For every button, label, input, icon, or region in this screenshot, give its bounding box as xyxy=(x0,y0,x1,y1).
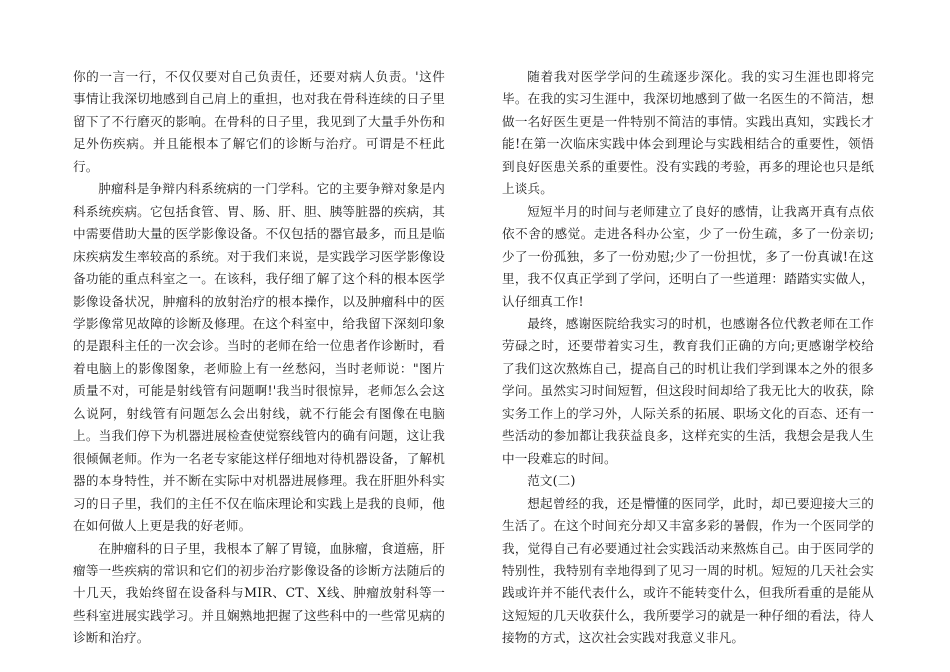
right-column xyxy=(502,66,874,650)
right-paragraph-1: 随着我对医学学问的生疏逐步深化。我的实习生涯也即将完毕。在我的实习生涯中，我深切地感到了做一名医生的不简洁，想做一名好医生更是一件特别不简洁的事情。实践出真知，实践长才能!在第一次临床实践中体会到理论与实践相结合的重要性，领悟到良好医患关系的重要性。没有实践的考验，再多的理论也只是纸上谈兵。 xyxy=(502,69,874,197)
left-column xyxy=(73,66,445,650)
right-paragraph-3: 最终，感谢医院给我实习的时机，也感谢各位代教老师在工作劳碌之时，还要带着实习生，教育我们正确的方向;更感谢学校给了我们这次熬炼自己，提高自己的时机让我们学到课本之外的很多学问。虽然实习时间短暂，但这段时间却给了我无比大的收获，除实务工作上的学习外，人际关系的拓展、职场文化的百态、还有一些活动的参加都让我获益良多，这样充实的生活，我想会是我人生中一段难忘的时间。 xyxy=(502,315,874,466)
right-paragraph-2: 短短半月的时间与老师建立了良好的感情，让我离开真有点依依不舍的感觉。走进各科办公室，少了一份生疏，多了一份亲切;少了一份孤独，多了一份劝慰;少了一份担忧，多了一份真诚!在这里，我不仅真正学到了学问，还明白了一些道理：踏踏实实做人，认仔细真工作! xyxy=(502,203,874,309)
left-paragraph-3: 在肿瘤科的日子里，我根本了解了胃镜，血脉瘤，食道癌，肝瘤等一些疾病的常识和它们的初步治疗影像设备的诊断方法随后的十几天，我始终留在设备科与MIR、CT、X线、肿瘤放射科等一些科室进展实践学习。并且娴熟地把握了这些科中的一些常见病的诊断和治疗。 xyxy=(73,540,445,646)
right-paragraph-5: 想起曾经的我，还是懵懂的医同学，此时，却已要迎接大三的生活了。在这个时间充分却又丰富多彩的暑假，作为一个医同学的我，觉得自己有必要通过社会实践活动来熬炼自己。由于医同学的特别性，我特别有幸地得到了见习一周的时机。短短的几天社会实践或许并不能代表什么，或许不能转变什么，但我所看重的是能从这短短的几天收获什么，我所要学习的就是一种仔细的看法，待人接物的方式，这次社会实践对我意义非凡。 xyxy=(502,495,874,646)
section-heading-sample-2: 范文(二) xyxy=(527,473,576,489)
left-paragraph-2: 肿瘤科是争辩内科系统病的一门学科。它的主要争辩对象是内科系统疾病。它包括食管、胃、肠、肝、胆、胰等脏器的疾病，其中需要借助大量的医学影像设备。不仅包括的器官最多，而且是临床疾病发生率较高的系统。对于我们来说，是实践学习医学影像设备功能的重点科室之一。在该科，我仔细了解了这个科的根本医学影像设备状况，肿瘤科的放射治疗的根本操作，以及肿瘤科中的医学影像常见故障的诊断及修理。在这个科室中，给我留下深刻印象的是跟科主任的一次会诊。当时的老师在给一位患者作诊断时，看着电脑上的影像图象，老师脸上有一丝愁闷，当时老师说："图片质量不对，可能是射线管有问题啊!'我当时很惊异，老师怎么会这么说阿，射线管有问题怎么会出射线，就不行能会有图像在电脑上。当我们停下为机器进展检查使觉察线管内的确有问题，这让我很倾佩老师。作为一名老专家能这样仔细地对待机器设备，了解机器的本身特性，并不断在实际中对机器进展修理。我在肝胆外科实习的日子里，我们的主任不仅在临床理论和实践上是我的良师，他在如何做人上更是我的好老师。 xyxy=(73,181,445,534)
left-paragraph-1: 你的一言一行，不仅仅要对自己负责任，还要对病人负责。'这件事情让我深切地感到自己肩上的重担，也对我在骨科连续的日子里留下了不行磨灭的影响。在骨科的日子里，我见到了大量手外伤和足外伤疾病。并且能根本了解它们的诊断与治疗。可谓是不枉此行。 xyxy=(73,69,445,174)
